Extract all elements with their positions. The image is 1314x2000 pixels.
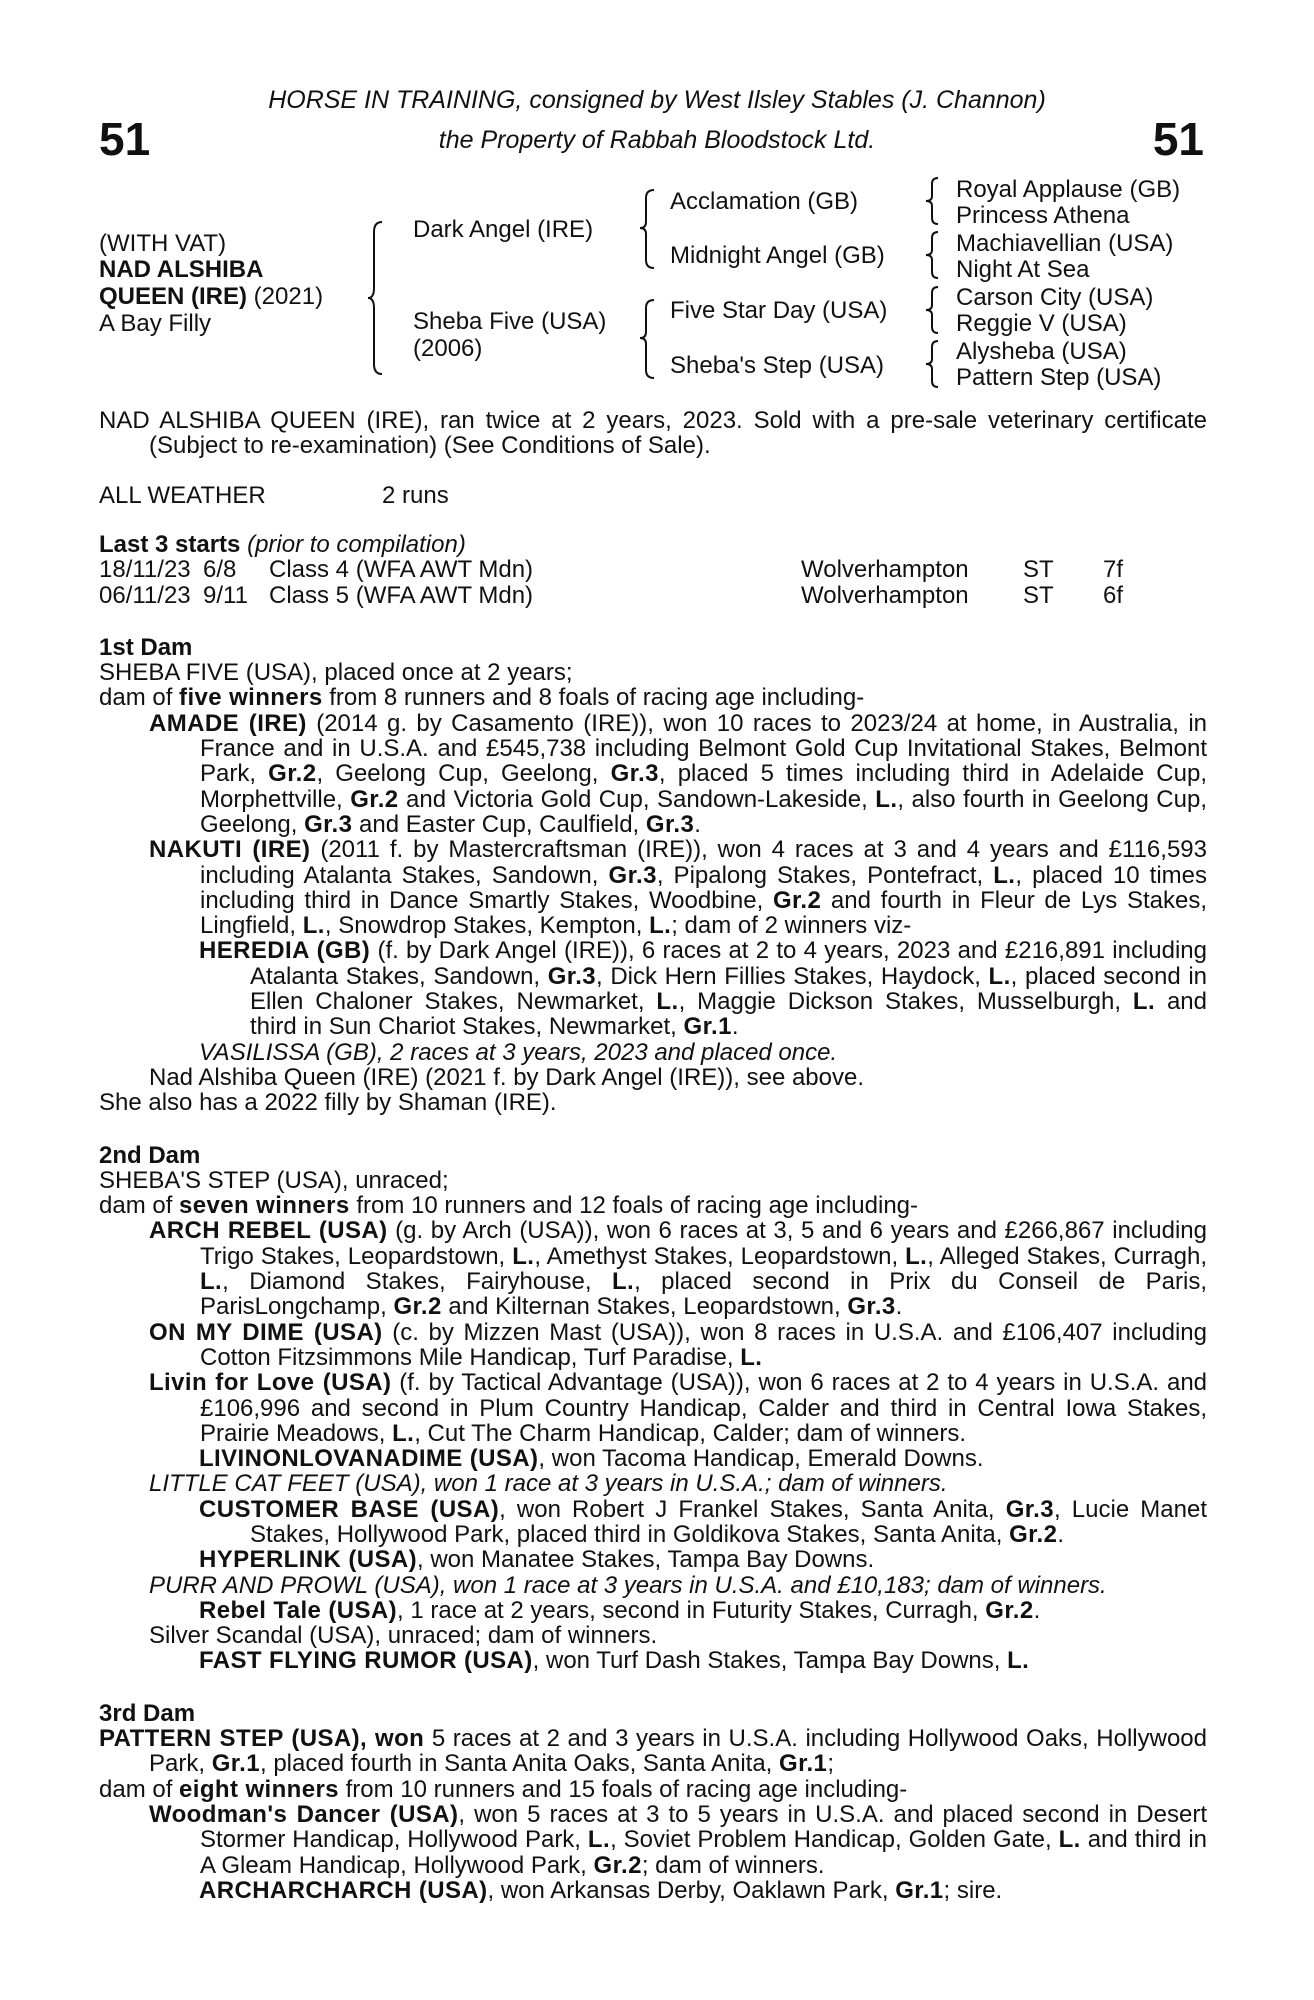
produce-entry-nad-alshiba: Nad Alshiba Queen (IRE) (2021 f. by Dark Angel (IRE)), see above. [149, 1063, 865, 1091]
start-surface: ST [1023, 581, 1054, 609]
pedigree-brace-sire [640, 188, 660, 270]
produce-entry-fast-flying-rumor: FAST FLYING RUMOR (USA), won Turf Dash Stakes, Tampa Bay Downs, L. [199, 1647, 1030, 1675]
last-starts-title: Last 3 starts [99, 531, 241, 558]
start-course: Wolverhampton [801, 556, 969, 584]
pedigree-gen2-3: Five Star Day (USA) [670, 297, 888, 324]
pedigree-gen3-7: Alysheba (USA) [956, 338, 1127, 365]
horse-year: (2021) [247, 283, 324, 310]
winners-count: seven winners [179, 1192, 350, 1220]
pedigree-brace-main [368, 218, 388, 378]
horse-name: HYPERLINK (USA) [199, 1546, 418, 1574]
pedigree-gen2-2: Midnight Angel (GB) [670, 242, 885, 269]
horse-description: A Bay Filly [99, 310, 212, 337]
third-dam-line: PATTERN STEP (USA), won 5 races at 2 and 3 years in U.S.A. including Hollywood Oaks, Hollywood Park, Gr.1, placed fourth in Santa Anita Oaks, Santa Anita, Gr.1; [99, 1725, 1208, 1778]
produce-entry-heredia: HEREDIA (GB) (f. by Dark Angel (IRE)), 6 races at 2 to 4 years, 2023 and £216,891 including Atalanta Stakes, Sandown, Gr.3, Dick Hern Fillies Stakes, Haydock, L., placed second in Ellen Chaloner Stakes, Newmarket, L., Maggie Dickson Stakes, Musselburgh, L. and third in Sun Chariot Stakes, Newmarket, Gr.1. [199, 937, 1207, 1041]
third-dam-produce: dam of eight winners from 10 runners and 15 foals of racing age including- [99, 1775, 908, 1803]
pedigree-gen2-1: Acclamation (GB) [670, 188, 859, 215]
produce-entry-amade: AMADE (IRE) (2014 g. by Casamento (IRE)), won 10 races to 2023/24 at home, in Australia, in France and in U.S.A. and £545,738 including Belmont Gold Cup Invitational Stakes, Belmont Park, Gr.2, Geelong Cup, Geelong, Gr.3, placed 5 times including third in Adelaide Cup, Morphettville, Gr.2 and Victoria Gold Cup, Sandown-Lakeside, L., also fourth in Geelong Cup, Geelong, Gr.3 and Easter Cup, Caulfield, Gr.3. [149, 709, 1208, 838]
produce-entry-livinonlovanadime: LIVINONLOVANADIME (USA), won Tacoma Handicap, Emerald Downs. [199, 1445, 984, 1473]
start-distance: 7f [1103, 556, 1124, 584]
pedigree-dam: Sheba Five (USA) [413, 308, 607, 335]
start-date: 06/11/23 [99, 581, 191, 609]
pedigree-gen3-3: Machiavellian (USA) [956, 230, 1174, 257]
intro-paragraph [99, 408, 1207, 459]
catalogue-body [99, 532, 1207, 1903]
horse-name: ON MY DIME (USA) [149, 1318, 383, 1346]
horse-name: AMADE (IRE) [149, 709, 307, 737]
second-dam-produce: dam of seven winners from 10 runners and 12 foals of racing age including- [99, 1192, 919, 1220]
pedigree-brace-g3-2 [926, 230, 942, 280]
start-race: Class 4 (WFA AWT Mdn) [269, 556, 534, 584]
produce-entry-on-my-dime: ON MY DIME (USA) (c. by Mizzen Mast (USA)), won 8 races in U.S.A. and £106,407 including Cotton Fitzsimmons Mile Handicap, Turf Paradise, L. [149, 1318, 1207, 1371]
last-starts-note: (prior to compilation) [240, 531, 466, 558]
first-dam-line: SHEBA FIVE (USA), placed once at 2 years; [99, 659, 573, 687]
horse-name-line2 [99, 283, 323, 311]
record-label: ALL WEATHER [99, 482, 266, 509]
horse-name: LIVINONLOVANADIME (USA) [199, 1445, 539, 1473]
first-dam-heading: 1st Dam [99, 633, 193, 661]
start-position: 9/11 [203, 581, 248, 609]
pedigree-gen3-8: Pattern Step (USA) [956, 364, 1162, 391]
pedigree-gen3-1: Royal Applause (GB) [956, 176, 1181, 203]
horse-name: Woodman's Dancer (USA) [149, 1800, 459, 1828]
property-line: the Property of Rabbah Bloodstock Ltd. [438, 126, 876, 154]
lot-number-left: 51 [99, 113, 151, 165]
pedigree-gen2-4: Sheba's Step (USA) [670, 352, 885, 379]
start-race: Class 5 (WFA AWT Mdn) [269, 581, 534, 609]
pedigree-dam-year: (2006) [413, 335, 483, 362]
first-dam-also: She also has a 2022 filly by Shaman (IRE). [99, 1089, 557, 1117]
produce-entry-archarcharch: ARCHARCHARCH (USA), won Arkansas Derby, Oaklawn Park, Gr.1; sire. [199, 1876, 1003, 1904]
horse-name: ARCH REBEL (USA) [149, 1217, 388, 1245]
produce-entry-customer-base: CUSTOMER BASE (USA), won Robert J Frankel Stakes, Santa Anita, Gr.3, Lucie Manet Stakes, Hollywood Park, placed third in Goldikova Stakes, Santa Anita, Gr.2. [199, 1495, 1208, 1548]
produce-entry-little-cat-feet: LITTLE CAT FEET (USA), won 1 race at 3 years in U.S.A.; dam of winners. [149, 1470, 948, 1498]
horse-name-suffix: QUEEN (IRE) [99, 283, 248, 310]
second-dam-line: SHEBA'S STEP (USA), unraced; [99, 1166, 449, 1194]
pedigree-brace-dam [640, 298, 660, 380]
pedigree-brace-g3-4 [926, 339, 942, 389]
winners-count: eight winners [179, 1775, 339, 1803]
produce-entry-woodmans-dancer: Woodman's Dancer (USA), won 5 races at 3 to 5 years in U.S.A. and placed second in Desert Stormer Handicap, Hollywood Park, L., Soviet Problem Handicap, Golden Gate, L. and third in A Gleam Handicap, Hollywood Park, Gr.2; dam of winners. [149, 1800, 1208, 1879]
first-dam-produce: dam of five winners from 8 runners and 8 foals of racing age including- [99, 684, 865, 712]
pedigree-brace-g3-3 [926, 285, 942, 335]
consignor-line: HORSE IN TRAINING, consigned by West Ilsley Stables (J. Channon) [268, 86, 1046, 114]
pedigree-brace-g3-1 [926, 176, 942, 226]
produce-entry-nakuti: NAKUTI (IRE) (2011 f. by Mastercraftsman (IRE)), won 4 races at 3 and 4 years and £116,593 including Atalanta Stakes, Sandown, Gr.3, Pipalong Stakes, Pontefract, L., placed 10 times including third in Dance Smartly Stakes, Woodbine, Gr.2 and fourth in Fleur de Lys Stakes, Lingfield, L., Snowdrop Stakes, Kempton, L.; dam of 2 winners viz- [149, 836, 1207, 940]
second-dam-heading: 2nd Dam [99, 1141, 201, 1169]
produce-entry-livin-for-love: Livin for Love (USA) (f. by Tactical Advantage (USA)), won 6 races at 2 to 4 years in U.S.A. and £106,996 and second in Plum Country Handicap, Calder and third in Central Iowa Stakes, Prairie Meadows, L., Cut The Charm Handicap, Calder; dam of winners. [149, 1369, 1208, 1447]
horse-name: Rebel Tale (USA) [199, 1596, 397, 1624]
start-surface: ST [1023, 556, 1054, 584]
start-distance: 6f [1103, 581, 1124, 609]
lot-number-right: 51 [1152, 113, 1204, 165]
produce-entry-arch-rebel: ARCH REBEL (USA) (g. by Arch (USA)), won 6 races at 3, 5 and 6 years and £266,867 including Trigo Stakes, Leopardstown, L., Amethyst Stakes, Leopardstown, L., Alleged Stakes, Curragh, L., Diamond Stakes, Fairyhouse, L., placed second in Prix du Conseil de Paris, ParisLongchamp, Gr.2 and Kilternan Stakes, Leopardstown, Gr.3. [149, 1217, 1207, 1321]
vat-note: (WITH VAT) [99, 230, 227, 257]
start-position: 6/8 [203, 556, 237, 584]
pedigree-gen3-6: Reggie V (USA) [956, 310, 1127, 337]
start-course: Wolverhampton [801, 581, 969, 609]
horse-name-line1: NAD ALSHIBA [99, 256, 264, 283]
third-dam-heading: 3rd Dam [99, 1699, 196, 1727]
winners-count: five winners [179, 684, 323, 712]
horse-name: HEREDIA (GB) [199, 937, 371, 965]
start-row [99, 583, 1207, 608]
produce-entry-purr-and-prowl: PURR AND PROWL (USA), won 1 race at 3 years in U.S.A. and £10,183; dam of winners. [149, 1571, 1107, 1599]
pedigree-gen3-2: Princess Athena [956, 202, 1130, 229]
horse-name: ARCHARCHARCH (USA) [199, 1876, 488, 1904]
horse-name: Livin for Love (USA) [149, 1369, 392, 1397]
horse-name: CUSTOMER BASE (USA) [199, 1495, 500, 1523]
produce-entry-rebel-tale: Rebel Tale (USA), 1 race at 2 years, second in Futurity Stakes, Curragh, Gr.2. [199, 1596, 1041, 1624]
pedigree-sire: Dark Angel (IRE) [413, 216, 594, 243]
produce-entry-silver-scandal: Silver Scandal (USA), unraced; dam of winners. [149, 1622, 658, 1650]
pedigree-gen3-5: Carson City (USA) [956, 284, 1154, 311]
record-value: 2 runs [382, 482, 449, 509]
last-starts-heading [99, 532, 1207, 557]
produce-entry-hyperlink: HYPERLINK (USA), won Manatee Stakes, Tampa Bay Downs. [199, 1546, 875, 1574]
pedigree-gen3-4: Night At Sea [956, 256, 1090, 283]
produce-entry-vasilissa: VASILISSA (GB), 2 races at 3 years, 2023 and placed once. [199, 1038, 838, 1066]
start-date: 18/11/23 [99, 556, 191, 584]
horse-name: PATTERN STEP (USA) [99, 1725, 361, 1753]
intro-text: NAD ALSHIBA QUEEN (IRE), ran twice at 2 years, 2023. Sold with a pre-sale veterinary certificate (Subject to re-examination) (See Conditions of Sale). [99, 407, 1207, 460]
start-row [99, 557, 1207, 582]
horse-name: NAKUTI (IRE) [149, 836, 311, 864]
horse-name: FAST FLYING RUMOR (USA) [199, 1647, 533, 1675]
